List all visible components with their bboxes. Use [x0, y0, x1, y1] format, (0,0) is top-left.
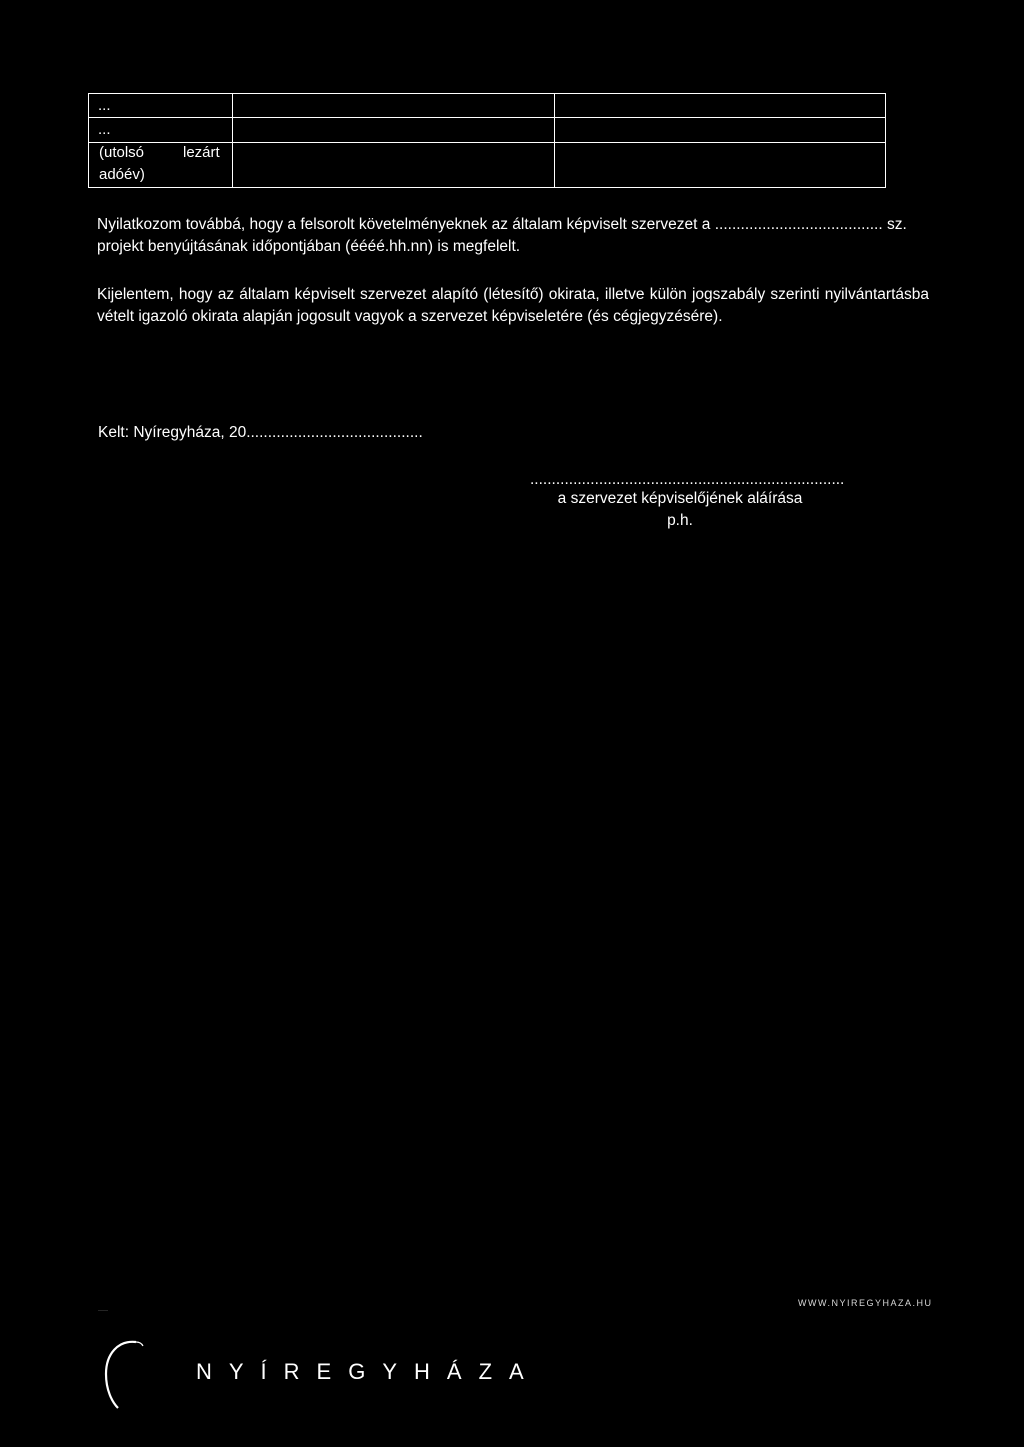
- signature-caption: a szervezet képviselőjének aláírása: [557, 490, 803, 507]
- city-logo-icon: [96, 1332, 156, 1412]
- data-table: [88, 93, 886, 188]
- date-place-line: Kelt: Nyíregyháza, 20.........................................: [98, 424, 423, 441]
- table-left-border: [88, 93, 89, 188]
- declaration-paragraph: Nyilatkozom továbbá, hogy a felsorolt követelményeknek az általam képviselt szervezet a ....................................... sz. projekt benyújtásának időpontjában (éééé.hh.nn) is megfelelt.: [97, 216, 907, 255]
- table-row-label: ...: [98, 121, 111, 138]
- stamp-caption: p.h.: [667, 512, 693, 529]
- table-right-border: [885, 93, 886, 188]
- signature-line: .........................................................................: [530, 471, 845, 488]
- table-row-divider: [88, 117, 886, 118]
- table-row-label: lezárt: [183, 144, 220, 161]
- table-bottom-border: [88, 187, 886, 188]
- footer-mark: ·····: [98, 1308, 108, 1314]
- table-row-label: adóév): [99, 166, 145, 183]
- statement-paragraph: Kijelentem, hogy az általam képviselt szervezet alapító (létesítő) okirata, illetve külön jogszabály szerinti nyilvántartásba vételt igazoló okirata alapján jogosult vagyok a szervezet képviseletére (és cégjegyzésére).: [97, 286, 929, 325]
- signature-block: [530, 471, 845, 532]
- table-column-divider: [554, 93, 555, 188]
- table-column-divider: [232, 93, 233, 188]
- table-row-label: (utolsó: [99, 144, 145, 161]
- footer-url: WWW.NYIREGYHAZA.HU: [798, 1298, 933, 1308]
- table-row-divider: [88, 142, 886, 143]
- table-row-label: ...: [98, 97, 111, 114]
- city-logo-text: NYÍREGYHÁZA: [196, 1359, 541, 1384]
- table-top-border: [88, 93, 886, 94]
